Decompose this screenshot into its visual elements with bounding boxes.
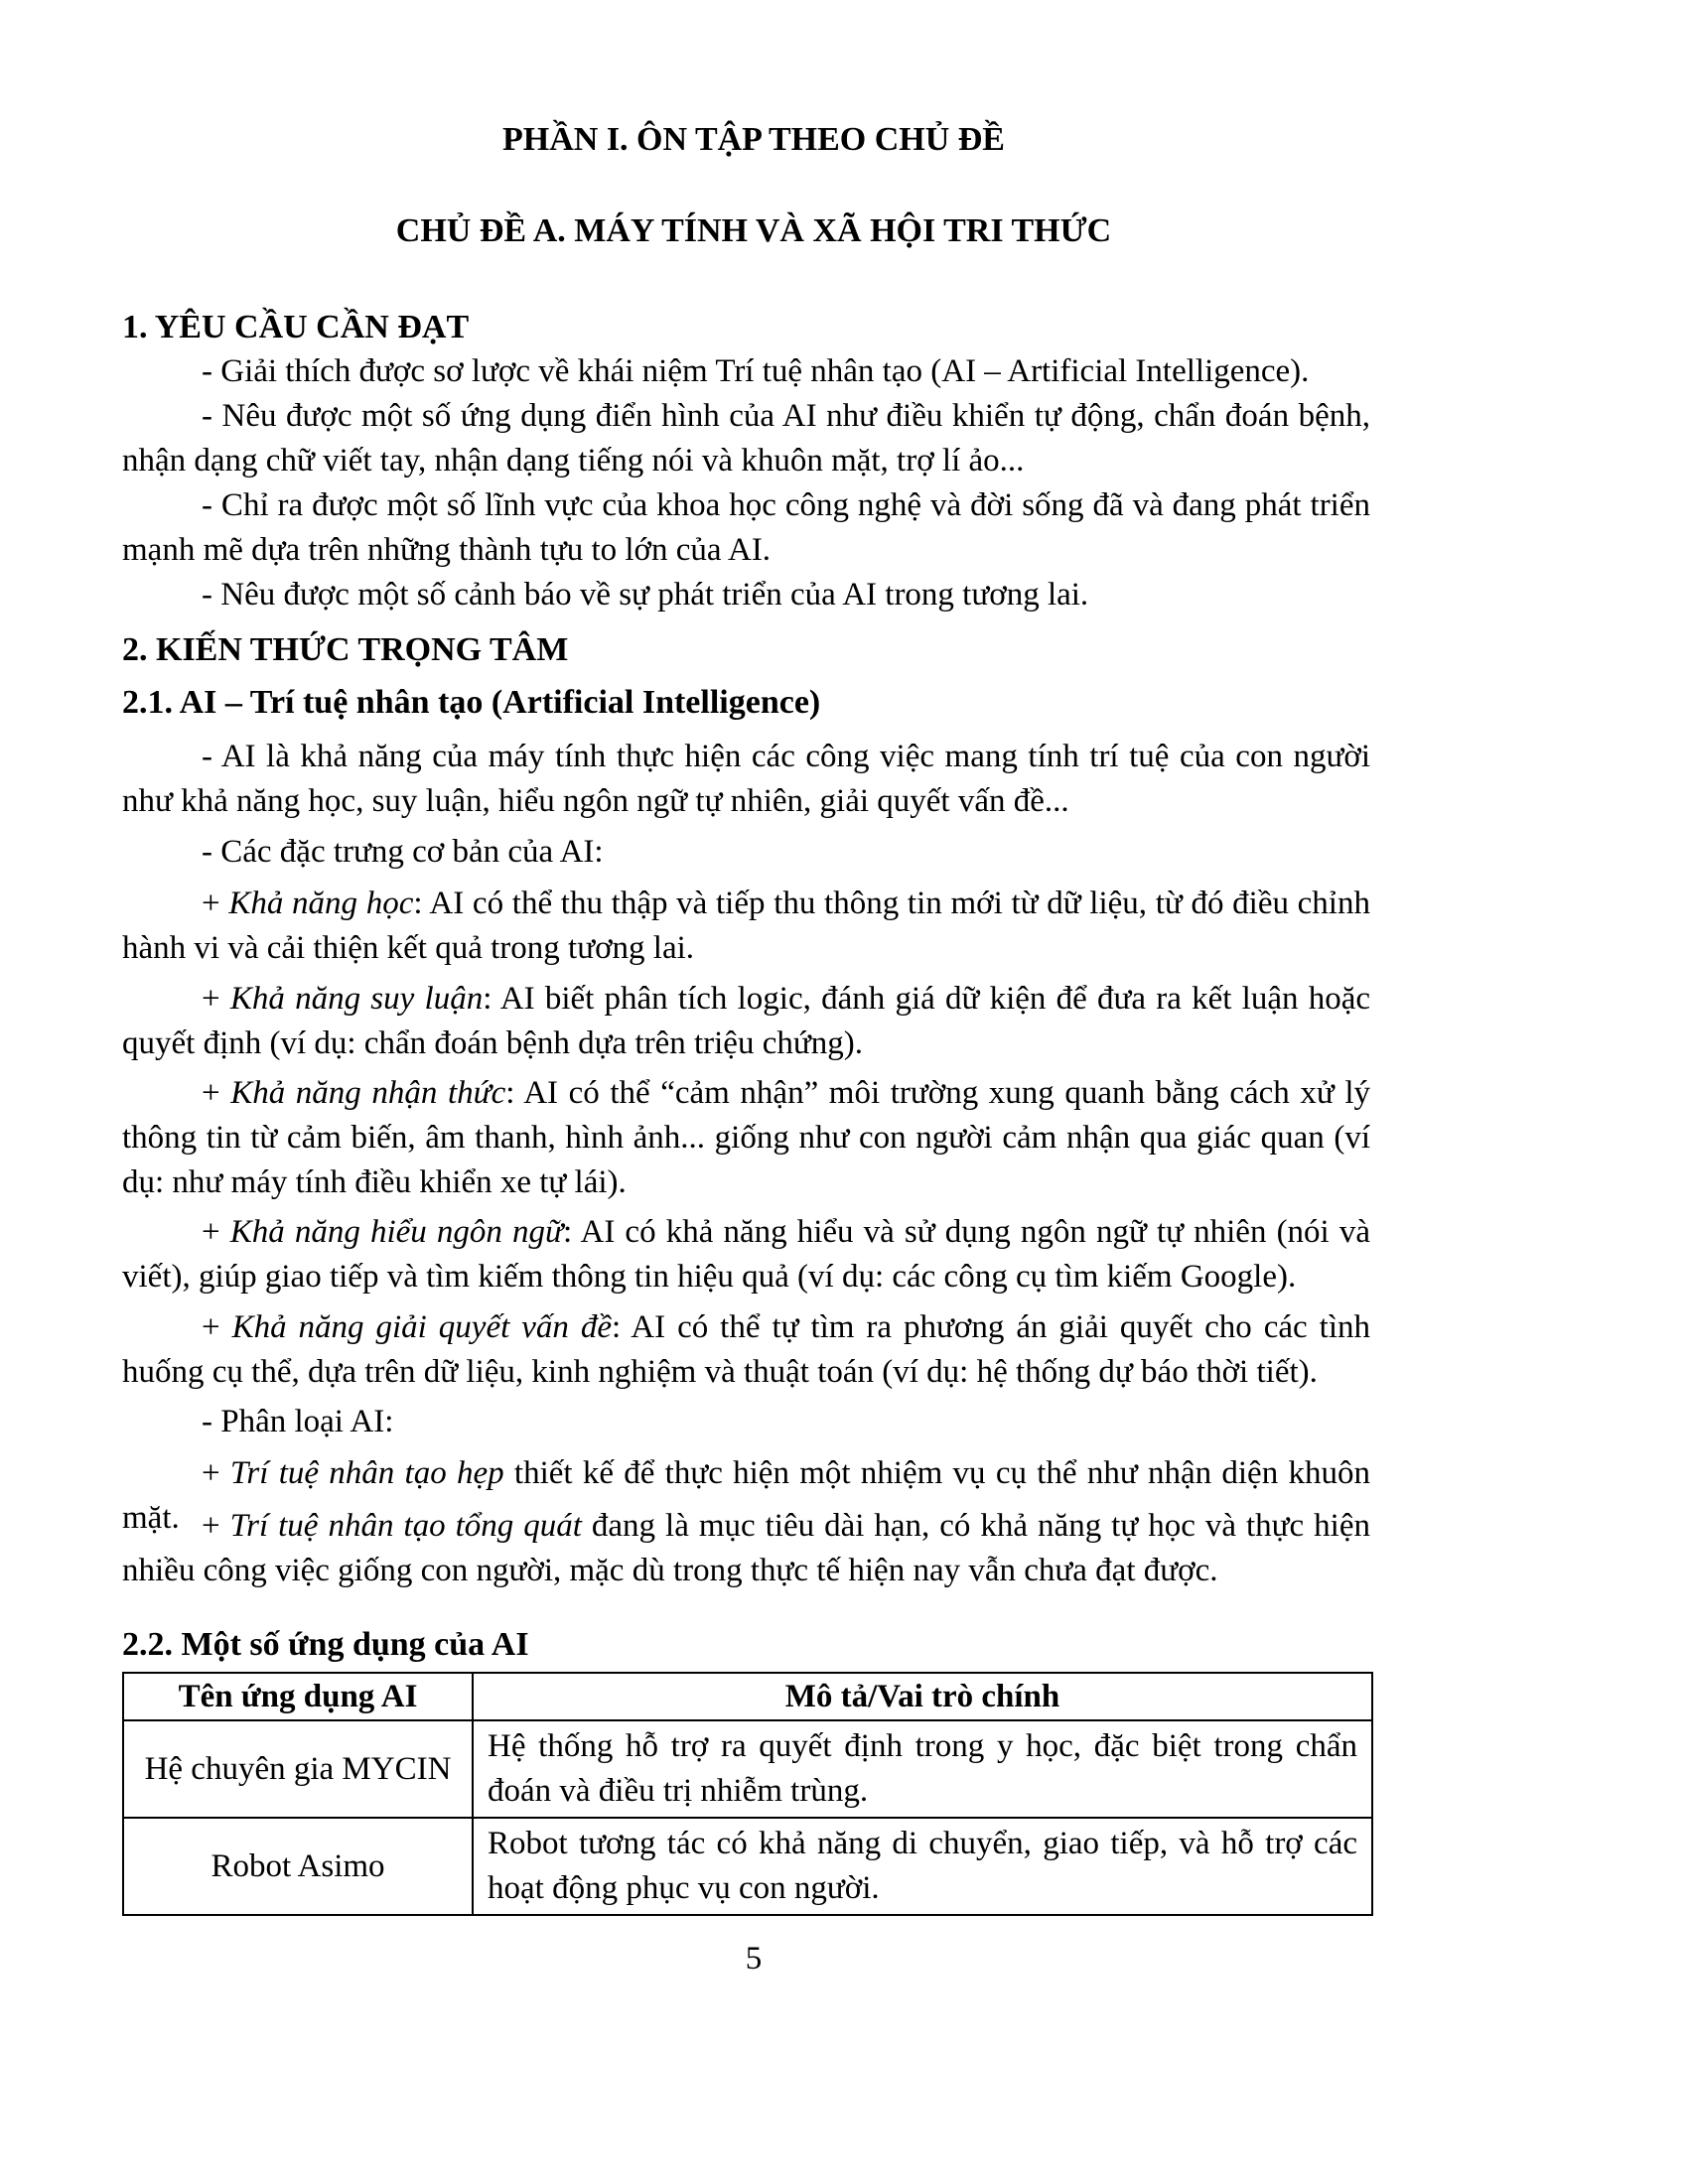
subsection-2-1-heading: 2.1. AI – Trí tuệ nhân tạo (Artificial Intelligence) xyxy=(122,684,821,721)
section-2-heading: 2. KIẾN THỨC TRỌNG TÂM xyxy=(122,631,569,668)
requirement-item: - Nêu được một số cảnh báo về sự phát triển của AI trong tương lai. xyxy=(202,577,1089,613)
subsection-2-2-heading: 2.2. Một số ứng dụng của AI xyxy=(122,1626,529,1663)
table-header-row xyxy=(123,1673,1372,1720)
feature-term: Khả năng suy luận xyxy=(229,981,484,1017)
feature-term: Khả năng học xyxy=(228,886,414,921)
type-item: + Trí tuệ nhân tạo hẹp thiết kế để thực hiện một nhiệm vụ cụ thể như nhận diện khuôn mặt. xyxy=(122,1455,1370,1536)
app-name-cell: Hệ chuyên gia MYCIN xyxy=(123,1720,473,1818)
table-header-cell: Mô tả/Vai trò chính xyxy=(473,1673,1372,1720)
types-intro: - Phân loại AI: xyxy=(202,1404,394,1439)
feature-item: + Khả năng hiểu ngôn ngữ: AI có khả năng hiểu và sử dụng ngôn ngữ tự nhiên (nói và viết), giúp giao tiếp và tìm kiếm thông tin hiệu quả (ví dụ: các công cụ tìm kiếm Google). xyxy=(122,1214,1370,1295)
type-term: Trí tuệ nhân tạo tổng quát xyxy=(229,1508,582,1544)
feature-item: + Khả năng giải quyết vấn đề: AI có thể tự tìm ra phương án giải quyết cho các tình huống cụ thể, dựa trên dữ liệu, kinh nghiệm và thuật toán (ví dụ: hệ thống dự báo thời tiết). xyxy=(122,1309,1370,1390)
ai-applications-table xyxy=(122,1672,1373,1916)
requirement-item: - Giải thích được sơ lược về khái niệm Trí tuệ nhân tạo (AI – Artificial Intelligence). xyxy=(202,353,1310,389)
app-desc-cell: Hệ thống hỗ trợ ra quyết định trong y học, đặc biệt trong chẩn đoán và điều trị nhiễm trùng. xyxy=(473,1720,1372,1818)
section-1-heading: 1. YÊU CẦU CẦN ĐẠT xyxy=(122,309,470,345)
part-title: PHẦN I. ÔN TẬP THEO CHỦ ĐỀ xyxy=(502,121,1005,158)
feature-item: + Khả năng nhận thức: AI có thể “cảm nhận” môi trường xung quanh bằng cách xử lý thông tin từ cảm biến, âm thanh, hình ảnh... giống như con người cảm nhận qua giác quan (ví dụ: như máy tính điều khiển xe tự lái). xyxy=(122,1075,1370,1200)
feature-term: Khả năng hiểu ngôn ngữ xyxy=(229,1214,564,1250)
page-number: 5 xyxy=(745,1941,763,1977)
feature-item: + Khả năng suy luận: AI biết phân tích logic, đánh giá dữ kiện để đưa ra kết luận hoặc quyết định (ví dụ: chẩn đoán bệnh dựa trên triệu chứng). xyxy=(122,981,1371,1061)
topic-title: CHỦ ĐỀ A. MÁY TÍNH VÀ XÃ HỘI TRI THỨC xyxy=(395,212,1112,249)
table-row xyxy=(123,1720,1372,1818)
features-intro: - Các đặc trưng cơ bản của AI: xyxy=(202,834,604,870)
table-header-cell: Tên ứng dụng AI xyxy=(123,1673,473,1720)
app-name-cell: Robot Asimo xyxy=(123,1818,473,1915)
type-item: + Trí tuệ nhân tạo tổng quát đang là mục tiêu dài hạn, có khả năng tự học và thực hiện nhiều công việc giống con người, mặc dù trong thực tế hiện nay vẫn chưa đạt được. xyxy=(122,1508,1370,1588)
type-term: Trí tuệ nhân tạo hẹp xyxy=(229,1455,504,1491)
feature-term: Khả năng nhận thức xyxy=(230,1075,506,1111)
feature-item: + Khả năng học: AI có thể thu thập và tiếp thu thông tin mới từ dữ liệu, từ đó điều chỉnh hành vi và cải thiện kết quả trong tương lai. xyxy=(122,886,1370,966)
feature-term: Khả năng giải quyết vấn đề xyxy=(231,1309,612,1345)
requirement-item: - Nêu được một số ứng dụng điển hình của AI như điều khiển tự động, chẩn đoán bệnh, nhận dạng chữ viết tay, nhận dạng tiếng nói và khuôn mặt, trợ lí ảo... xyxy=(122,398,1370,478)
app-desc-cell: Robot tương tác có khả năng di chuyển, giao tiếp, và hỗ trợ các hoạt động phục vụ con người. xyxy=(473,1818,1372,1915)
ai-definition: - AI là khả năng của máy tính thực hiện các công việc mang tính trí tuệ của con người như khả năng học, suy luận, hiểu ngôn ngữ tự nhiên, giải quyết vấn đề... xyxy=(122,739,1370,819)
table-row xyxy=(123,1818,1372,1915)
requirement-item: - Chỉ ra được một số lĩnh vực của khoa học công nghệ và đời sống đã và đang phát triển mạnh mẽ dựa trên những thành tựu to lớn của AI. xyxy=(122,487,1370,568)
